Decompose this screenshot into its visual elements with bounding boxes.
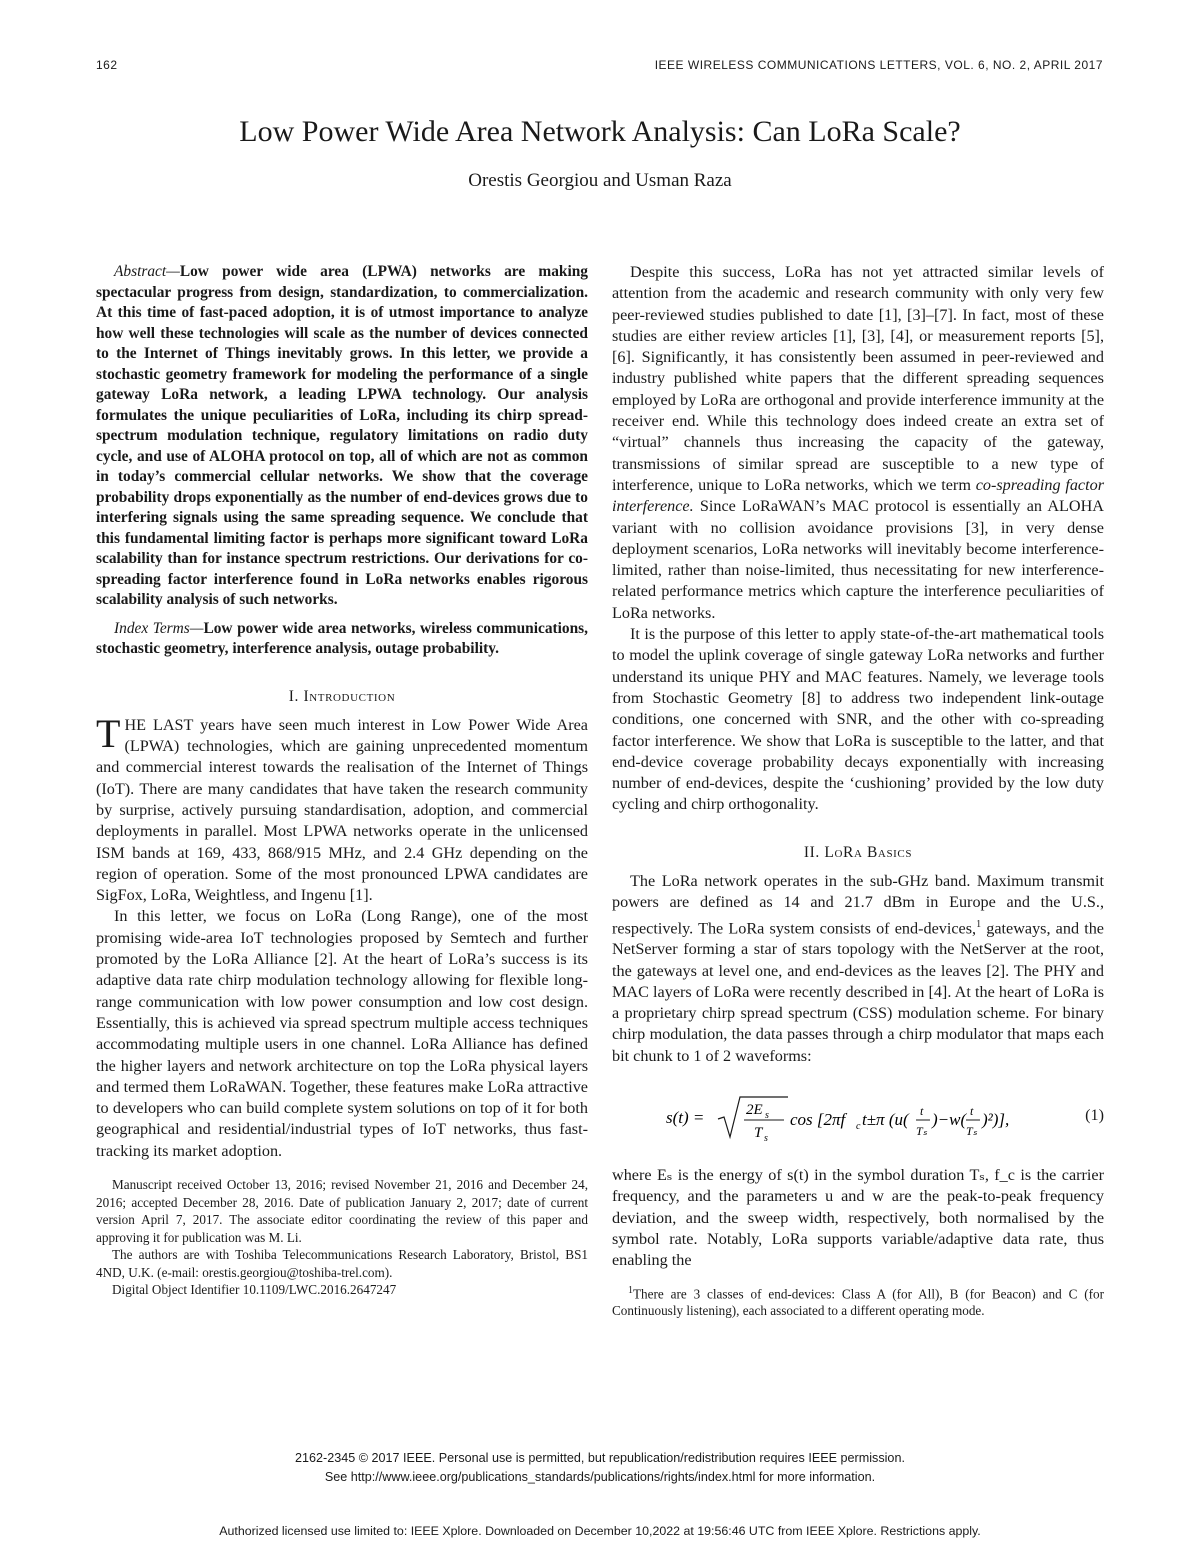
svg-text:c: c [856,1121,861,1133]
copyright-line-2: See http://www.ieee.org/publications_standards/publications/rights/index.html for more information. [324,1470,876,1484]
page-number: 162 [96,58,118,72]
copyright-notice [0,1449,1200,1487]
svg-text:)²)],: )²)], [982,1110,1010,1130]
svg-text:t: t [920,1104,924,1119]
copyright-line-1: 2162-2345 © 2017 IEEE. Personal use is permitted, but republication/redistribution requires IEEE permission. [295,1451,905,1465]
footnote-right [612,1282,1104,1320]
svg-text:cos [2πf: cos [2πf [790,1110,846,1130]
abstract [96,262,588,611]
intro-paragraph-1: THE LAST years have seen much interest in Low Power Wide Area (LPWA) technologies, which are gaining unprecedented momentum and commercial interest towards the realisation of the Internet of Things (IoT). There are many candidates that have taken the research community by surprise, actively pursuing standardisation, adoption, and commercial deployments in parallel. Most LPWA networks operate in the unlicensed ISM bands at 169, 433, 868/915 MHz, and 2.4 GHz depending on the region of operation. Some of the most pronounced LPWA candidates are SigFox, LoRa, Weightless, and Ingenu [1]. [96,710,588,905]
paper-authors: Orestis Georgiou and Usman Raza [468,170,732,191]
dropcap: T [96,710,121,756]
index-terms [96,619,588,660]
svg-text:)−w(: )−w( [932,1110,967,1130]
equation-svg [666,1093,1046,1149]
paper-title: Low Power Wide Area Network Analysis: Can LoRa Scale? [239,115,961,148]
svg-text:t: t [970,1104,974,1119]
svg-text:s: s [765,1110,769,1122]
svg-text:2E: 2E [746,1102,763,1119]
index-terms-label: Index Terms— [114,619,204,637]
right-paragraph-1: Despite this success, LoRa has not yet attracted similar levels of attention from the academic and research community with only very few peer-reviewed studies published to date [1], [3]–[7]. In fact, most of these studies are either review articles [1], [3], [4], or measurement reports [5], [6]. Significantly, it has consistently been assumed in peer-reviewed and industry published white papers that the different spreading sequences employed by LoRa are orthogonal and provide interference immunity at the receiver end. While this technology does indeed create an extra set of “virtual” channels thus increasing the capacity of the gateway, transmissions of similar spread are susceptible to a new type of interference, unique to LoRa networks, which we term co-spreading factor interference. Since LoRaWAN’s MAC protocol is essentially an ALOHA variant with no collision avoidance provisions [3], in very dense deployment scenarios, LoRa networks will inevitably become interference-limited, rather than noise-limited, thus necessitating for new interference-related performance metrics which capture the interference peculiarities of LoRa networks. [612,263,1104,622]
affiliation-note: The authors are with Toshiba Telecommunications Research Laboratory, Bristol, BS1 4ND, U.K. (e-mail: orestis.georgiou@toshiba-trel.com). [96,1247,588,1280]
section-heading-lora-basics: II. LoRa Basics [803,843,913,861]
svg-text:Tₛ: Tₛ [916,1124,928,1139]
svg-text:t±π (u(: t±π (u( [862,1110,909,1130]
svg-text:Tₛ: Tₛ [966,1124,978,1139]
svg-text:s(t) =: s(t) = [666,1108,705,1128]
authorized-use-notice: Authorized licensed use limited to: IEEE Xplore. Downloaded on December 10,2022 at 19:56:46 UTC from IEEE Xplore. Restrictions apply. [219,1524,981,1538]
footnotes-left [96,1176,588,1299]
intro-paragraph-2: In this letter, we focus on LoRa (Long Range), one of the most promising wide-area IoT technologies proposed by Semtech and further promoted by the LoRa Alliance [2]. At the heart of LoRa’s success is its adaptive data rate chirp modulation technology allowing for flexible long-range communication with low power consumption and low cost design. Essentially, this is achieved via spread spectrum multiple access techniques accommodating multiple users in one channel. LoRa Alliance has defined the higher layers and network architecture on top the LoRa physical layers and termed them LoRaWAN. Together, these features make LoRa attractive to developers who can build complete system solutions on top of it for both geographical and residential/industrial types of IoT networks, thus fast-tracking its market adoption. [96,907,588,1160]
abstract-label: Abstract— [114,263,180,280]
svg-text:T: T [754,1125,763,1142]
right-column [612,262,1104,1320]
basics-paragraph-1: The LoRa network operates in the sub-GHz band. Maximum transmit powers are defined as 14 and 21.7 dBm in Europe and the U.S., respectively. The LoRa system consists of end-devices,$^1$ gateways, and the NetServer forming a star of stars topology with the NetServer at the root, the gateways at level one, and end-devices as the leaves [2]. The PHY and MAC layers of LoRa were recently described in [4]. At the heart of LoRa is a proprietary chirp spread spectrum (CSS) modulation scheme. For binary chirp modulation, the data passes through a chirp modulator that maps each bit chunk to 1 of 2 waveforms: [612,872,1104,1065]
footnote-right-marker: 1 [628,1284,633,1296]
footnote-marker: 1 [976,918,982,930]
section-heading-introduction: I. Introduction [288,687,396,705]
doi-note: Digital Object Identifier 10.1109/LWC.2016.2647247 [112,1282,397,1298]
abstract-text: Low power wide area (LPWA) networks are making spectacular progress from design, standardization, to commercialization. At this time of fast-paced adoption, it is of utmost importance to analyze how well these technologies will scale as the number of devices connected to the Internet of Things inevitably grows. In this letter, we provide a stochastic geometry framework for modeling the performance of a single gateway LoRa network, a leading LPWA technology. Our analysis formulates the unique peculiarities of LoRa, including its chirp spread-spectrum modulation technique, regulatory limitations on radio duty cycle, and use of ALOHA protocol on top, all of which are not as common in today’s commercial cellular networks. We show that the coverage probability drops exponentially as the number of end-devices grows due to interfering signals using the same spreading sequence. We conclude that this fundamental limiting factor is perhaps more significant toward LoRa scalability than for instance spectrum restrictions. Our derivations for co-spreading factor interference found in LoRa networks enables rigorous scalability analysis of such networks. [96,263,588,608]
equation-1 [612,1079,1104,1157]
basics-paragraph-2: where Eₛ is the energy of s(t) in the symbol duration Tₛ, f_c is the carrier frequency, and the parameters u and w are the peak-to-peak frequency deviation, and the sweep width, respectively, both normalised by the symbol rate. Notably, LoRa supports variable/adaptive data rate, thus enabling the [612,1166,1104,1270]
left-column [96,262,588,1299]
index-terms-text: Low power wide area networks, wireless communications, stochastic geometry, interference analysis, outage probability. [96,619,589,657]
footnote-right-text: There are 3 classes of end-devices: Class A (for All), B (for Beacon) and C (for Continuously listening), each associated to a different operating mode. [612,1285,1104,1319]
right-paragraph-2: It is the purpose of this letter to apply state-of-the-art mathematical tools to model the uplink coverage of single gateway LoRa networks and further understand its unique PHY and MAC features. Namely, we leverage tools from Stochastic Geometry [8] to address two independent link-outage conditions, one concerned with SNR, and the other with co-spreading factor interference. We show that LoRa is susceptible to the latter, and that end-device coverage probability decays exponentially with increasing number of end-devices, despite the ‘cushioning’ provided by the low duty cycling and chirp orthogonality. [612,625,1104,814]
equation-number: (1) [1085,1106,1104,1125]
journal-header: IEEE WIRELESS COMMUNICATIONS LETTERS, VOL. 6, NO. 2, APRIL 2017 [654,58,1103,72]
svg-text:s: s [764,1133,768,1145]
manuscript-note: Manuscript received October 13, 2016; revised November 21, 2016 and December 24, 2016; accepted December 28, 2016. Date of publication January 2, 2017; date of current version April 7, 2017. The associate editor coordinating the review of this paper and approving it for publication was M. Li. [96,1177,588,1245]
